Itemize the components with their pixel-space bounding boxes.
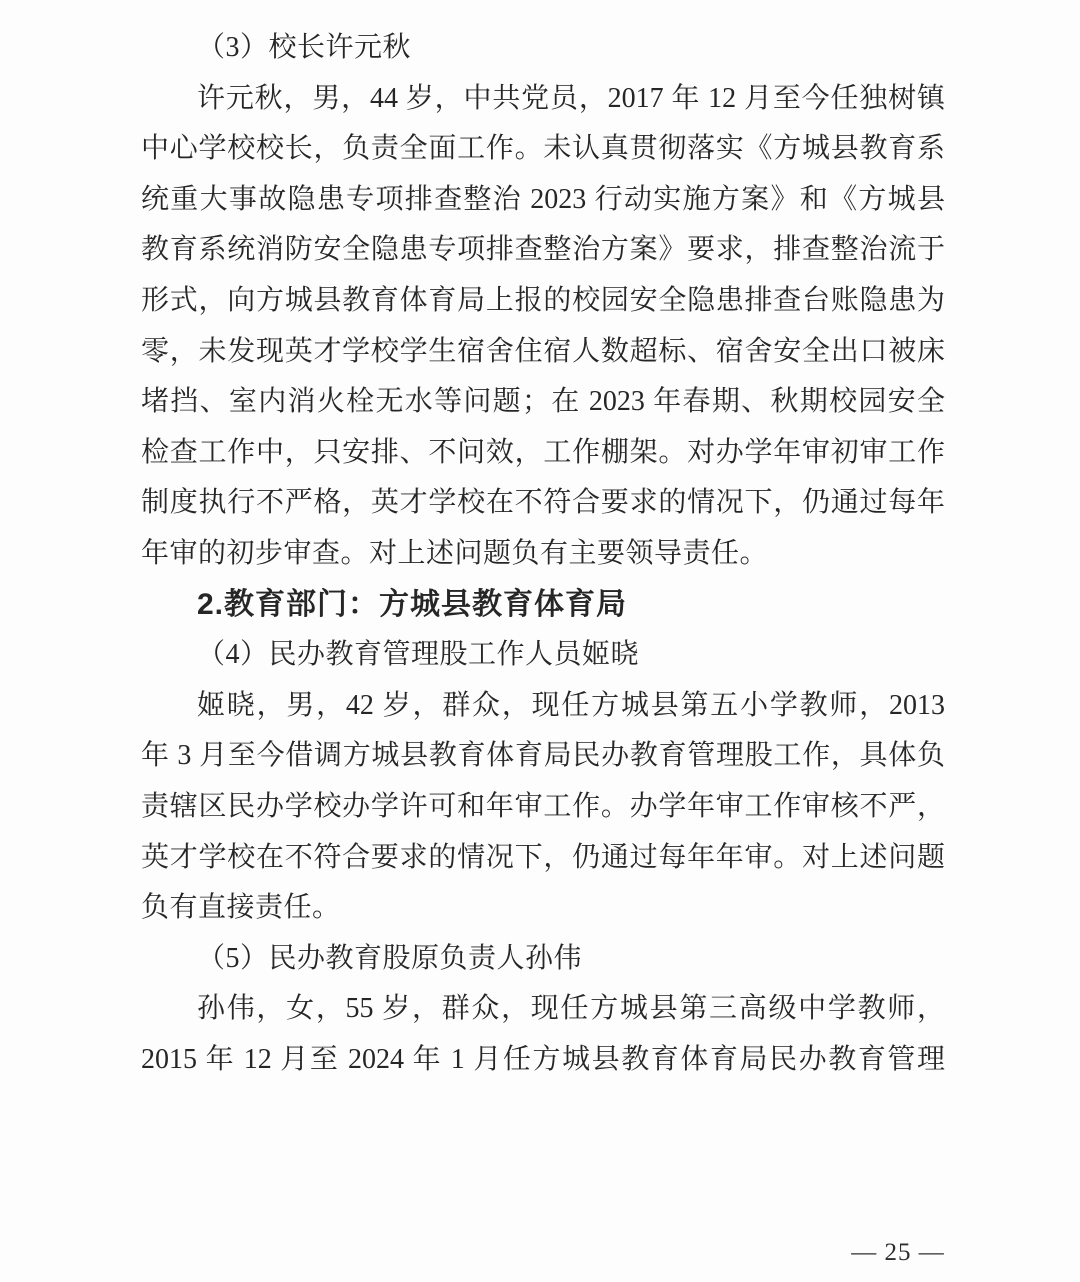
paragraph-line: 制度执行不严格，英才学校在不符合要求的情况下，仍通过每年 bbox=[141, 487, 945, 519]
paragraph-line: 年 3 月至今借调方城县教育体育局民办教育管理股工作，具体负 bbox=[141, 740, 945, 772]
paragraph-line: 检查工作中，只安排、不问效，工作棚架。对办学年审初审工作 bbox=[141, 436, 945, 468]
section-heading-2: 2.教育部门：方城县教育体育局 bbox=[197, 587, 628, 621]
paragraph-line: 孙伟，女，55 岁，群众，现任方城县第三高级中学教师， bbox=[197, 993, 945, 1025]
paragraph-line: 统重大事故隐患专项排查整治 2023 行动实施方案》和《方城县 bbox=[141, 183, 945, 215]
subheading-item-3: （3）校长许元秋 bbox=[197, 32, 412, 63]
paragraph-line: 姬晓，男，42 岁，群众，现任方城县第五小学教师，2013 bbox=[197, 689, 945, 721]
paragraph-line: 堵挡、室内消火栓无水等问题；在 2023 年春期、秋期校园安全 bbox=[141, 386, 945, 418]
document-text-block bbox=[141, 23, 945, 1085]
paragraph-line: 年审的初步审查。对上述问题负有主要领导责任。 bbox=[141, 537, 769, 569]
page-number: — 25 — bbox=[851, 1239, 945, 1266]
subheading-item-4: （4）民办教育管理股工作人员姬晓 bbox=[197, 639, 640, 671]
paragraph-line: 责辖区民办学校办学许可和年审工作。办学年审工作审核不严， bbox=[141, 790, 945, 822]
paragraph-line: 零，未发现英才学校学生宿舍住宿人数超标、宿舍安全出口被床 bbox=[141, 335, 945, 367]
paragraph-line: 教育系统消防安全隐患专项排查整治方案》要求，排查整治流于 bbox=[141, 234, 945, 266]
paragraph-line: 2015 年 12 月至 2024 年 1 月任方城县教育体育局民办教育管理 bbox=[141, 1043, 945, 1075]
paragraph-line: 负有直接责任。 bbox=[141, 892, 341, 924]
subheading-item-5: （5）民办教育股原负责人孙伟 bbox=[197, 942, 583, 974]
paragraph-line: 中心学校校长，负责全面工作。未认真贯彻落实《方城县教育系 bbox=[141, 133, 945, 165]
paragraph-line: 英才学校在不符合要求的情况下，仍通过每年年审。对上述问题 bbox=[141, 841, 945, 873]
paragraph-line: 许元秋，男，44 岁，中共党员，2017 年 12 月至今任独树镇 bbox=[197, 82, 945, 114]
paragraph-line: 形式，向方城县教育体育局上报的校园安全隐患排查台账隐患为 bbox=[141, 284, 945, 316]
